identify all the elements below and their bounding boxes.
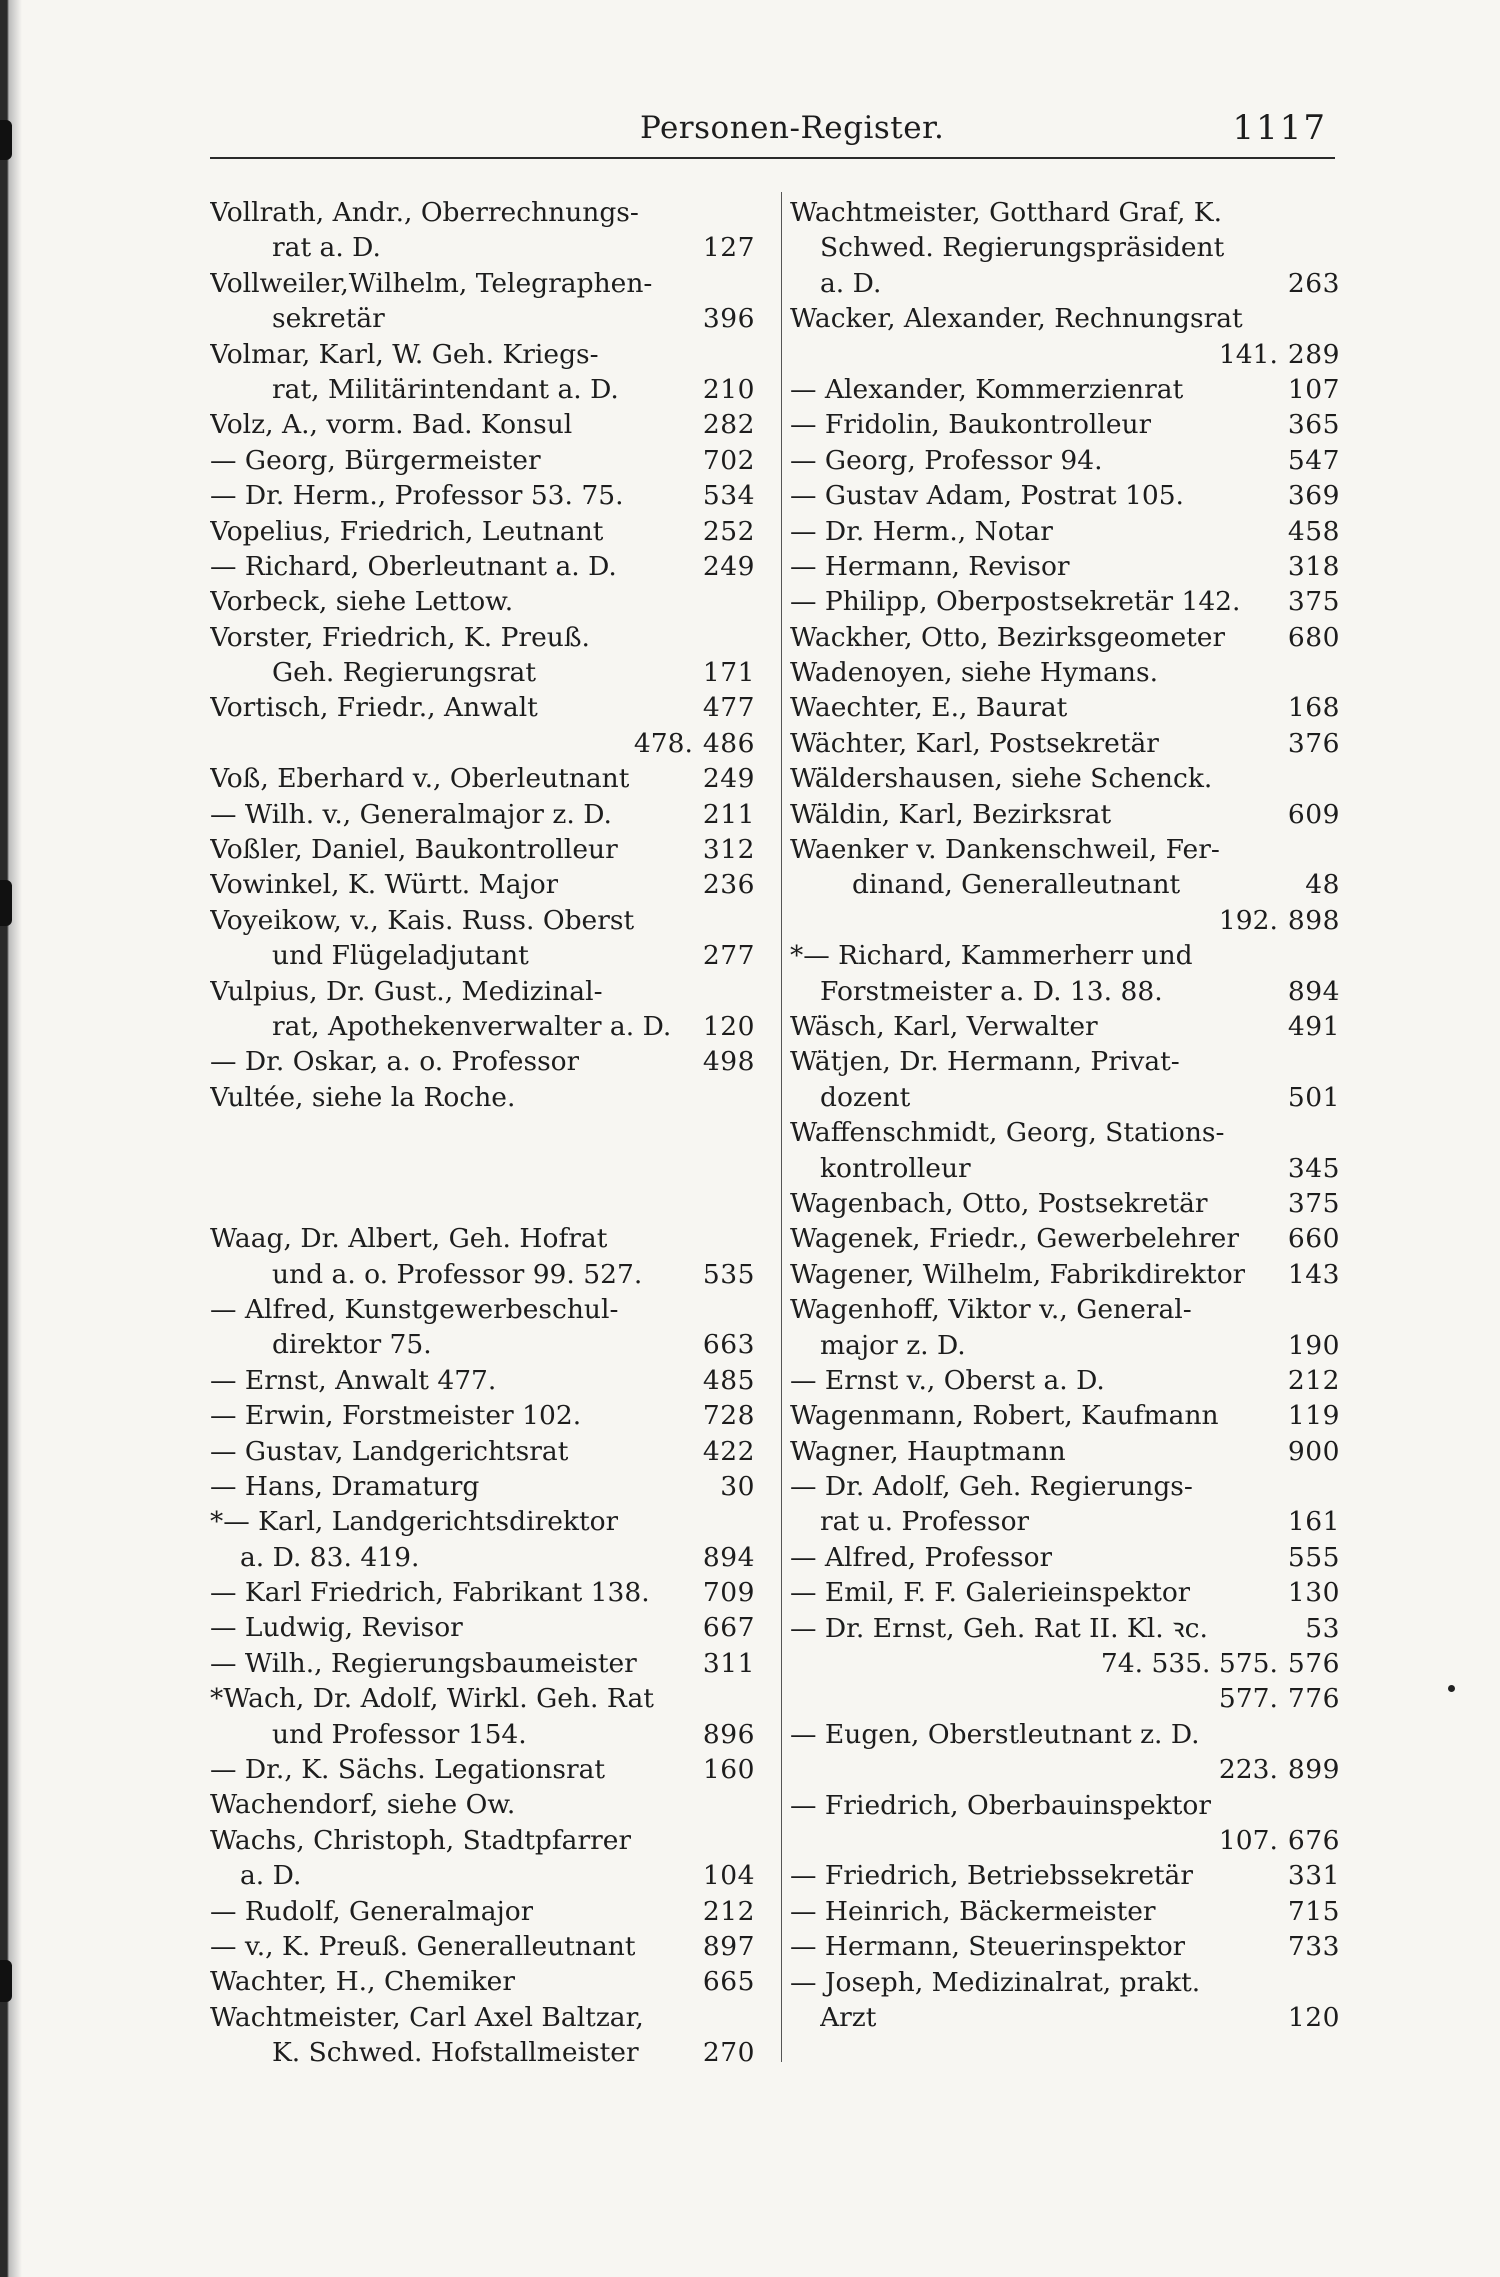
index-entry-line (790, 832, 1340, 867)
entry-text: Wachs, Christoph, Stadtpfarrer (210, 1824, 632, 1856)
entry-text: und Flügeladjutant (272, 940, 529, 972)
index-entry-line (790, 337, 1340, 372)
index-entry-line (790, 1151, 1340, 1186)
entry-page-ref: 143 (1287, 1258, 1340, 1290)
entry-text: 577. (1218, 1683, 1278, 1715)
index-entry-line (790, 1044, 1340, 1079)
entry-page-ref: 498 (702, 1046, 755, 1078)
index-entry-line (790, 1434, 1340, 1469)
entry-text: — Dr., K. Sächs. Legationsrat (210, 1754, 606, 1786)
index-entry-line (790, 1080, 1340, 1115)
entry-text: kontrolleur (820, 1152, 971, 1184)
entry-text: — v., K. Preuß. Generalleutnant (210, 1930, 636, 1962)
column-divider (781, 192, 782, 2062)
index-entry-line (790, 1221, 1340, 1256)
entry-page-ref: 270 (702, 2037, 755, 2069)
index-entry-line (210, 655, 755, 690)
index-entry-line (790, 1823, 1340, 1858)
entry-text: Wächter, Karl, Postsekretär (790, 727, 1159, 759)
entry-text: Wagner, Hauptmann (790, 1435, 1066, 1467)
entry-text: Wachendorf, siehe Ow. (210, 1789, 516, 1821)
index-entry-line (210, 478, 755, 513)
index-entry-line (210, 797, 755, 832)
entry-text: — Gustav, Landgerichtsrat (210, 1435, 569, 1467)
entry-page-ref: 486 (702, 727, 755, 759)
entry-text: Voß, Eberhard v., Oberleutnant (210, 763, 630, 795)
page-title: Personen-Register. (640, 110, 945, 146)
entry-text: — Alexander, Kommerzienrat (790, 373, 1184, 405)
entry-text: Forstmeister a. D. 13. 88. (820, 975, 1163, 1007)
entry-page-ref: 894 (1287, 975, 1340, 1007)
index-entry-line (790, 1575, 1340, 1610)
entry-page-ref: 680 (1287, 621, 1340, 653)
entry-text: K. Schwed. Hofstallmeister (272, 2037, 639, 2069)
entry-page-ref: 422 (702, 1435, 755, 1467)
entry-text: — Gustav Adam, Postrat 105. (790, 480, 1184, 512)
entry-text: — Friedrich, Betriebssekretär (790, 1860, 1193, 1892)
entry-page-ref: 127 (702, 232, 755, 264)
entry-text: rat, Apothekenverwalter a. D. (272, 1010, 672, 1042)
index-entry-line (210, 1964, 755, 1999)
index-entry-line (790, 797, 1340, 832)
entry-text: — Hans, Dramaturg (210, 1470, 480, 1502)
entry-page-ref: 667 (702, 1612, 755, 1644)
index-entry-line (790, 584, 1340, 619)
index-entry-line (210, 1327, 755, 1362)
entry-page-ref: 345 (1287, 1152, 1340, 1184)
entry-text: Wätjen, Dr. Hermann, Privat- (790, 1046, 1180, 1078)
index-entry-line (210, 1610, 755, 1645)
index-entry-line (210, 690, 755, 725)
entry-text: — Dr. Ernst, Geh. Rat II. Kl. ꝛc. (790, 1612, 1208, 1644)
entry-page-ref: 715 (1287, 1895, 1340, 1927)
entry-text: sekretär (272, 303, 385, 335)
entry-text: *— Richard, Kammerherr und (790, 940, 1193, 972)
scan-binding-edge (0, 0, 22, 2277)
entry-page-ref: 477 (702, 692, 755, 724)
entry-text: Volz, A., vorm. Bad. Konsul (210, 409, 573, 441)
index-entry-line (210, 266, 755, 301)
entry-text: und Professor 154. (272, 1718, 527, 1750)
index-entry-line (790, 1504, 1340, 1539)
entry-text: — Wilh. v., Generalmajor z. D. (210, 798, 612, 830)
entry-page-ref: 897 (702, 1930, 755, 1962)
entry-text: a. D. (820, 267, 882, 299)
index-entry-line (210, 1540, 755, 1575)
index-entry-line (210, 903, 755, 938)
index-entry-line (790, 1965, 1340, 2000)
entry-page-ref: 130 (1287, 1577, 1340, 1609)
header-rule (210, 157, 1335, 159)
entry-text: — Ludwig, Revisor (210, 1612, 463, 1644)
entry-text: direktor 75. (272, 1329, 432, 1361)
index-entry-line (210, 832, 755, 867)
entry-text: Vopelius, Friedrich, Leutnant (210, 515, 604, 547)
entry-text: Vowinkel, K. Württ. Major (210, 869, 559, 901)
index-entry-line (790, 903, 1340, 938)
entry-text: — Joseph, Medizinalrat, prakt. (790, 1966, 1201, 1998)
entry-text: — Ernst v., Oberst a. D. (790, 1364, 1105, 1396)
entry-text: *Wach, Dr. Adolf, Wirkl. Geh. Rat (210, 1683, 654, 1715)
index-entry-line (790, 1115, 1340, 1150)
entry-text: Waechter, E., Baurat (790, 692, 1068, 724)
index-entry-line (210, 1221, 755, 1256)
entry-text: — Fridolin, Baukontrolleur (790, 409, 1152, 441)
entry-page-ref: 728 (702, 1400, 755, 1432)
entry-text: — Friedrich, Oberbauinspektor (790, 1789, 1211, 1821)
entry-page-ref: 894 (702, 1541, 755, 1573)
entry-text: — Philipp, Oberpostsekretär 142. (790, 586, 1241, 618)
entry-page-ref: 702 (702, 444, 755, 476)
entry-page-ref: 282 (702, 409, 755, 441)
entry-text: — Hermann, Steuerinspektor (790, 1931, 1186, 1963)
index-entry-line (210, 1787, 755, 1822)
index-entry-line (790, 230, 1340, 265)
entry-text: rat a. D. (272, 232, 381, 264)
entry-page-ref: 252 (702, 515, 755, 547)
index-entry-line (790, 1009, 1340, 1044)
index-entry-line (210, 1575, 755, 1610)
entry-text: dinand, Generalleutnant (852, 869, 1181, 901)
index-entry-line (210, 230, 755, 265)
entry-text: rat u. Professor (820, 1506, 1030, 1538)
entry-text: — Eugen, Oberstleutnant z. D. (790, 1718, 1200, 1750)
entry-text: — Karl Friedrich, Fabrikant 138. (210, 1577, 650, 1609)
entry-page-ref: 898 (1287, 904, 1340, 936)
entry-text: 223. (1218, 1754, 1278, 1786)
entry-text: Wagenmann, Robert, Kaufmann (790, 1400, 1219, 1432)
entry-text: Wagenek, Friedr., Gewerbelehrer (790, 1223, 1240, 1255)
entry-page-ref: 211 (702, 798, 755, 830)
index-entry-line (210, 761, 755, 796)
entry-text: Waag, Dr. Albert, Geh. Hofrat (210, 1223, 608, 1255)
index-entry-line (210, 2000, 755, 2035)
entry-page-ref: 104 (702, 1860, 755, 1892)
entry-page-ref: 375 (1287, 1187, 1340, 1219)
entry-text: 478. (633, 727, 693, 759)
entry-page-ref: 263 (1287, 267, 1340, 299)
entry-text: Arzt (820, 2001, 877, 2033)
index-entry-line (790, 974, 1340, 1009)
entry-text: dozent (820, 1081, 911, 1113)
index-entry-line (790, 1469, 1340, 1504)
entry-page-ref: 171 (702, 657, 755, 689)
index-entry-line (210, 1646, 755, 1681)
entry-page-ref: 119 (1287, 1400, 1340, 1432)
index-entry-line (210, 2035, 755, 2070)
entry-page-ref: 161 (1287, 1506, 1340, 1538)
entry-text: major z. D. (820, 1329, 966, 1361)
index-entry-line (210, 1009, 755, 1044)
index-entry-line (790, 726, 1340, 761)
entry-text: a. D. (240, 1860, 302, 1892)
entry-text: 192. (1218, 904, 1278, 936)
index-entry-line (210, 514, 755, 549)
entry-page-ref: 107 (1287, 373, 1340, 405)
entry-text: Vorster, Friedrich, K. Preuß. (210, 621, 590, 653)
entry-page-ref: 236 (702, 869, 755, 901)
index-entry-line (790, 1646, 1340, 1681)
page-header (210, 102, 1335, 162)
scan-edge-mark (0, 120, 12, 160)
index-entry-line (210, 1292, 755, 1327)
index-entry-line (790, 1257, 1340, 1292)
index-entry-line (210, 1044, 755, 1079)
entry-page-ref: 48 (1305, 869, 1340, 901)
entry-text: Wachtmeister, Gotthard Graf, K. (790, 197, 1223, 228)
entry-text: 74. 535. 575. (1100, 1648, 1278, 1680)
entry-page-ref: 501 (1287, 1081, 1340, 1113)
entry-page-ref: 160 (702, 1754, 755, 1786)
index-entry-line (790, 1611, 1340, 1646)
entry-text: — Dr. Herm., Professor 53. 75. (210, 480, 624, 512)
entry-page-ref: 396 (702, 303, 755, 335)
entry-page-ref: 776 (1287, 1683, 1340, 1715)
entry-text: Vultée, siehe la Roche. (210, 1081, 516, 1113)
index-entry-line (790, 1363, 1340, 1398)
entry-page-ref: 190 (1287, 1329, 1340, 1361)
entry-text: Wackher, Otto, Bezirksgeometer (790, 621, 1226, 653)
index-entry-line (790, 301, 1340, 336)
entry-page-ref: 311 (702, 1647, 755, 1679)
entry-text: — Ernst, Anwalt 477. (210, 1364, 497, 1396)
entry-text: Wacker, Alexander, Rechnungsrat (790, 303, 1243, 335)
entry-page-ref: 120 (1287, 2001, 1340, 2033)
right-index-column (790, 195, 1340, 2035)
entry-page-ref: 458 (1287, 515, 1340, 547)
entry-page-ref: 663 (702, 1329, 755, 1361)
index-entry-line (210, 1398, 755, 1433)
index-entry-line (790, 2000, 1340, 2035)
entry-text: — Wilh., Regierungsbaumeister (210, 1647, 637, 1679)
entry-page-ref: 555 (1287, 1541, 1340, 1573)
index-entry-line (790, 867, 1340, 902)
index-entry-line (790, 443, 1340, 478)
index-entry-line (210, 584, 755, 619)
entry-page-ref: 120 (702, 1010, 755, 1042)
entry-text: Geh. Regierungsrat (272, 657, 537, 689)
index-entry-line (790, 690, 1340, 725)
entry-page-ref: 168 (1287, 692, 1340, 724)
entry-page-ref: 249 (702, 763, 755, 795)
entry-page-ref: 547 (1287, 444, 1340, 476)
entry-page-ref: 210 (702, 373, 755, 405)
index-entry-line (210, 974, 755, 1009)
entry-page-ref: 900 (1287, 1435, 1340, 1467)
entry-text: Wäsch, Karl, Verwalter (790, 1010, 1098, 1042)
entry-text: — Dr. Oskar, a. o. Professor (210, 1046, 580, 1078)
entry-text: — Hermann, Revisor (790, 550, 1070, 582)
entry-text: Wagener, Wilhelm, Fabrikdirektor (790, 1258, 1246, 1290)
page-number: 1117 (1232, 108, 1327, 148)
entry-text: Schwed. Regierungspräsident (820, 232, 1225, 264)
index-entry-line (790, 1894, 1340, 1929)
entry-text: Vollweiler,Wilhelm, Telegraphen- (210, 267, 653, 299)
entry-page-ref: 660 (1287, 1223, 1340, 1255)
entry-page-ref: 30 (720, 1470, 755, 1502)
entry-text: Wachter, H., Chemiker (210, 1966, 515, 1998)
index-entry-line (790, 1292, 1340, 1327)
index-entry-line (790, 1717, 1340, 1752)
left-index-column (210, 195, 755, 2071)
index-entry-line (210, 337, 755, 372)
entry-page-ref: 535 (702, 1258, 755, 1290)
entry-text: Vulpius, Dr. Gust., Medizinal- (210, 975, 603, 1007)
entry-page-ref: 249 (702, 550, 755, 582)
entry-page-ref: 665 (702, 1966, 755, 1998)
entry-text: Vollrath, Andr., Oberrechnungs- (210, 197, 639, 228)
index-entry-line (210, 1434, 755, 1469)
index-entry-line (210, 1469, 755, 1504)
entry-text: Volmar, Karl, W. Geh. Kriegs- (210, 338, 599, 370)
entry-text: Wagenhoff, Viktor v., General- (790, 1294, 1192, 1326)
entry-text: Wachtmeister, Carl Axel Baltzar, (210, 2001, 644, 2033)
entry-text: 107. (1218, 1824, 1278, 1856)
index-entry-line (210, 1858, 755, 1893)
entry-page-ref: 491 (1287, 1010, 1340, 1042)
entry-page-ref: 318 (1287, 550, 1340, 582)
entry-page-ref: 369 (1287, 480, 1340, 512)
index-entry-line (210, 1929, 755, 1964)
entry-text: Voyeikow, v., Kais. Russ. Oberst (210, 904, 635, 936)
index-entry-line (790, 478, 1340, 513)
index-entry-line (790, 1186, 1340, 1221)
scan-edge-mark (0, 880, 12, 926)
index-entry-line (790, 938, 1340, 973)
entry-page-ref: 733 (1287, 1931, 1340, 1963)
index-entry-line (790, 1858, 1340, 1893)
index-entry-line (790, 195, 1340, 230)
entry-text: — Rudolf, Generalmajor (210, 1895, 534, 1927)
entry-text: — Emil, F. F. Galerieinspektor (790, 1577, 1191, 1609)
index-entry-line (210, 1257, 755, 1292)
entry-page-ref: 312 (702, 834, 755, 866)
index-entry-line (790, 1929, 1340, 1964)
entry-page-ref: 277 (702, 940, 755, 972)
index-entry-line (210, 372, 755, 407)
entry-page-ref: 609 (1287, 798, 1340, 830)
index-entry-line (790, 1398, 1340, 1433)
entry-page-ref: 485 (702, 1364, 755, 1396)
entry-page-ref: 676 (1287, 1824, 1340, 1856)
entry-page-ref: 53 (1305, 1612, 1340, 1644)
index-entry-line (210, 1823, 755, 1858)
entry-text: Waenker v. Dankenschweil, Fer- (790, 834, 1220, 866)
index-entry-line (210, 407, 755, 442)
index-entry-line (210, 301, 755, 336)
entry-text: Waffenschmidt, Georg, Stations- (790, 1117, 1225, 1149)
entry-text: und a. o. Professor 99. 527. (272, 1258, 643, 1290)
entry-text: — Georg, Professor 94. (790, 444, 1103, 476)
entry-text: — Alfred, Kunstgewerbeschul- (210, 1293, 619, 1325)
index-entry-line (210, 1080, 755, 1115)
entry-text: — Georg, Bürgermeister (210, 444, 541, 476)
scan-edge-mark (0, 1960, 12, 2002)
entry-page-ref: 376 (1287, 727, 1340, 759)
index-entry-line (210, 726, 755, 761)
index-entry-line (790, 1752, 1340, 1787)
entry-text: — Dr. Adolf, Geh. Regierungs- (790, 1471, 1193, 1503)
index-entry-line (210, 1504, 755, 1539)
index-entry-line (210, 620, 755, 655)
section-gap (210, 1115, 755, 1221)
index-entry-line (790, 1328, 1340, 1363)
entry-text: 141. (1218, 338, 1278, 370)
entry-text: Vorbeck, siehe Lettow. (210, 586, 514, 618)
entry-page-ref: 576 (1287, 1648, 1340, 1680)
ink-speck (1448, 1685, 1455, 1692)
index-entry-line (790, 655, 1340, 690)
index-entry-line (210, 1681, 755, 1716)
entry-page-ref: 212 (1287, 1364, 1340, 1396)
index-entry-line (790, 372, 1340, 407)
index-entry-line (790, 1681, 1340, 1716)
entry-text: — Erwin, Forstmeister 102. (210, 1400, 582, 1432)
index-entry-line (790, 549, 1340, 584)
index-entry-line (790, 266, 1340, 301)
entry-text: Wäldin, Karl, Bezirksrat (790, 798, 1112, 830)
index-entry-line (210, 1717, 755, 1752)
entry-text: a. D. 83. 419. (240, 1541, 420, 1573)
entry-text: — Richard, Oberleutnant a. D. (210, 550, 617, 582)
index-entry-line (790, 407, 1340, 442)
index-entry-line (210, 867, 755, 902)
entry-text: Wäldershausen, siehe Schenck. (790, 763, 1213, 795)
entry-page-ref: 289 (1287, 338, 1340, 370)
entry-text: — Dr. Herm., Notar (790, 515, 1053, 547)
entry-page-ref: 534 (702, 480, 755, 512)
index-entry-line (210, 1363, 755, 1398)
index-entry-line (790, 761, 1340, 796)
entry-text: Wadenoyen, siehe Hymans. (790, 657, 1158, 689)
index-entry-line (210, 549, 755, 584)
index-entry-line (210, 443, 755, 478)
entry-text: rat, Militärintendant a. D. (272, 373, 619, 405)
index-entry-line (790, 620, 1340, 655)
entry-text: — Heinrich, Bäckermeister (790, 1895, 1156, 1927)
entry-page-ref: 709 (702, 1577, 755, 1609)
entry-text: — Alfred, Professor (790, 1541, 1053, 1573)
entry-text: *— Karl, Landgerichtsdirektor (210, 1506, 619, 1538)
index-entry-line (210, 1894, 755, 1929)
index-entry-line (210, 1752, 755, 1787)
entry-page-ref: 896 (702, 1718, 755, 1750)
entry-text: Voßler, Daniel, Baukontrolleur (210, 834, 618, 866)
entry-page-ref: 212 (702, 1895, 755, 1927)
entry-text: Wagenbach, Otto, Postsekretär (790, 1187, 1208, 1219)
entry-page-ref: 899 (1287, 1754, 1340, 1786)
index-entry-line (790, 1788, 1340, 1823)
index-entry-line (210, 195, 755, 230)
index-entry-line (790, 514, 1340, 549)
index-entry-line (790, 1540, 1340, 1575)
index-entry-line (210, 938, 755, 973)
entry-page-ref: 365 (1287, 409, 1340, 441)
entry-page-ref: 375 (1287, 586, 1340, 618)
entry-page-ref: 331 (1287, 1860, 1340, 1892)
entry-text: Vortisch, Friedr., Anwalt (210, 692, 538, 724)
